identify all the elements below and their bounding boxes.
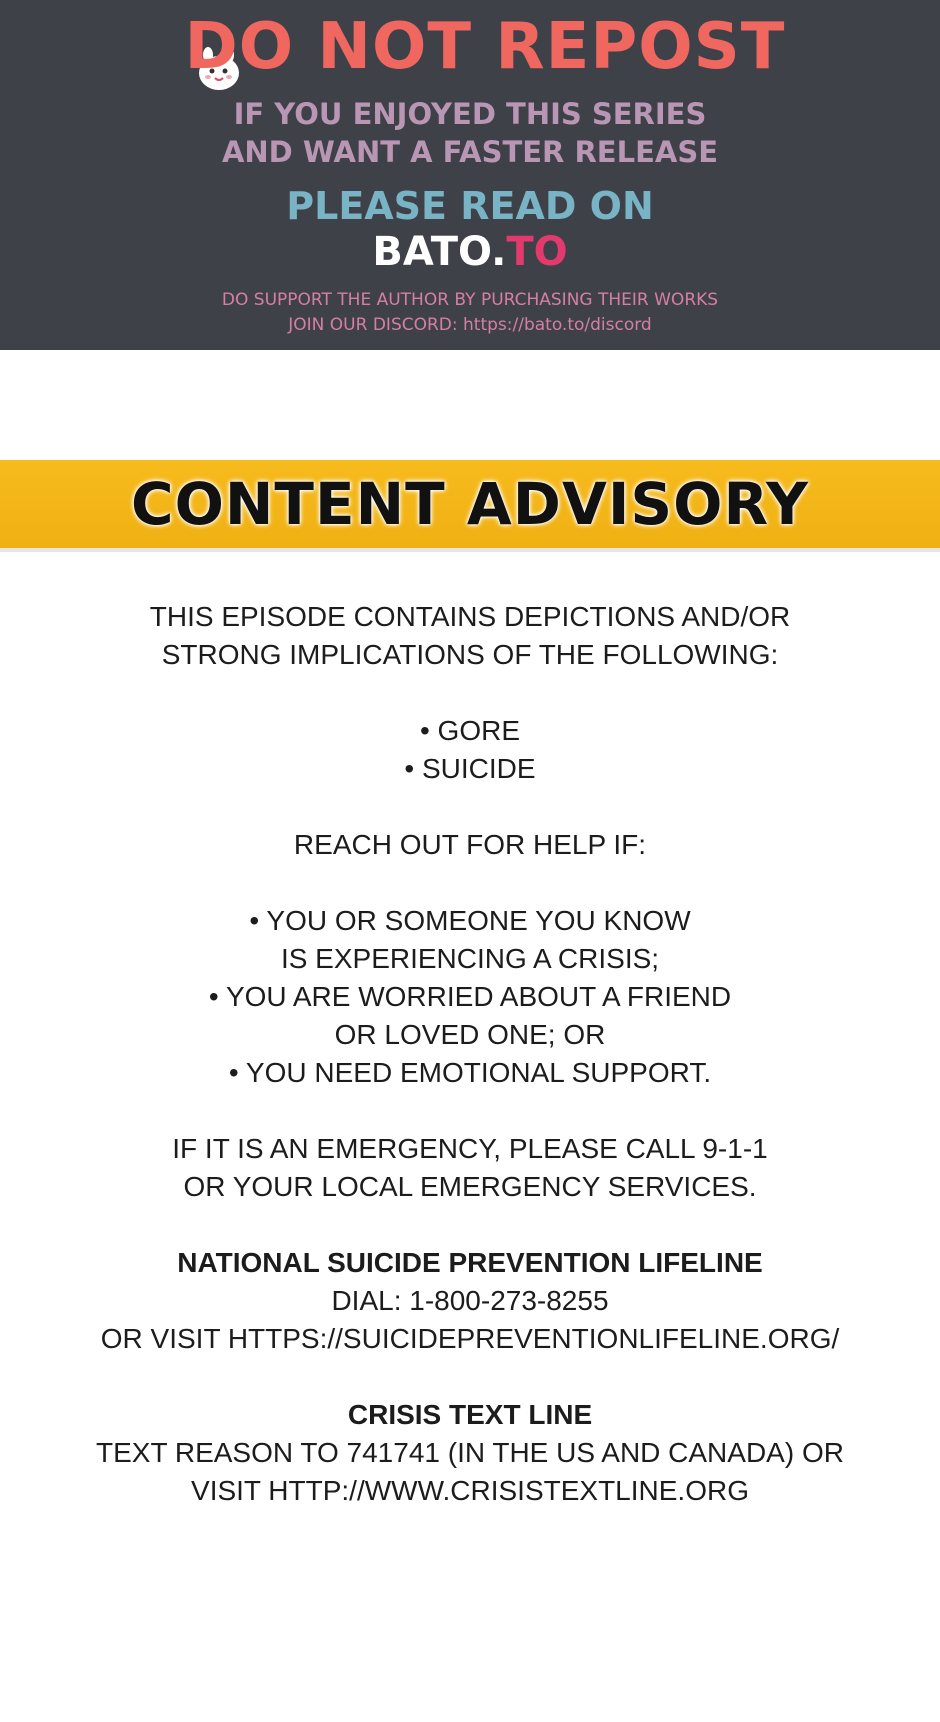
topic-suicide: • SUICIDE [404,753,536,784]
advisory-body [0,598,940,1510]
discord-link[interactable]: JOIN OUR DISCORD: https://bato.to/discord [288,315,652,335]
lifeline-visit-link[interactable]: OR VISIT HTTPS://SUICIDEPREVENTIONLIFELINE.ORG/ [100,1323,840,1354]
condition-line-1: • YOU OR SOMEONE YOU KNOW [249,905,691,936]
lifeline-title: NATIONAL SUICIDE PREVENTION LIFELINE [177,1247,763,1278]
crisis-text-title: CRISIS TEXT LINE [347,1399,593,1430]
crisis-visit-link[interactable]: VISIT HTTP://WWW.CRISISTEXTLINE.ORG [191,1475,749,1506]
content-advisory-bar [0,460,940,552]
crisis-text-instruction: TEXT REASON TO 741741 (IN THE US AND CANADA) OR [96,1437,844,1468]
condition-line-4: OR LOVED ONE; OR [334,1019,606,1050]
enjoy-line-2: AND WANT A FASTER RELEASE [221,135,719,169]
condition-line-5: • YOU NEED EMOTIONAL SUPPORT. [228,1057,712,1088]
support-author-line: DO SUPPORT THE AUTHOR BY PURCHASING THEIR WORKS [221,290,719,310]
do-not-repost-title: DO NOT REPOST [184,10,786,84]
topic-gore: • GORE [419,715,521,746]
repost-banner [0,0,940,350]
site-name-main: BATO. [372,229,507,275]
condition-line-3: • YOU ARE WORRIED ABOUT A FRIEND [208,981,732,1012]
lifeline-dial: DIAL: 1-800-273-8255 [331,1285,609,1316]
emergency-line-1: IF IT IS AN EMERGENCY, PLEASE CALL 9-1-1 [172,1133,768,1164]
condition-line-2: IS EXPERIENCING A CRISIS; [280,943,660,974]
intro-line-2: STRONG IMPLICATIONS OF THE FOLLOWING: [161,639,779,670]
intro-line-1: THIS EPISODE CONTAINS DEPICTIONS AND/OR [149,601,791,632]
site-name[interactable] [0,228,940,276]
reach-out-heading: REACH OUT FOR HELP IF: [293,829,647,860]
content-advisory-title: CONTENT ADVISORY [131,470,809,538]
emergency-line-2: OR YOUR LOCAL EMERGENCY SERVICES. [183,1171,757,1202]
site-name-tld: TO [506,229,568,275]
please-read-on: PLEASE READ ON [286,184,654,228]
enjoy-line-1: IF YOU ENJOYED THIS SERIES [233,97,707,131]
